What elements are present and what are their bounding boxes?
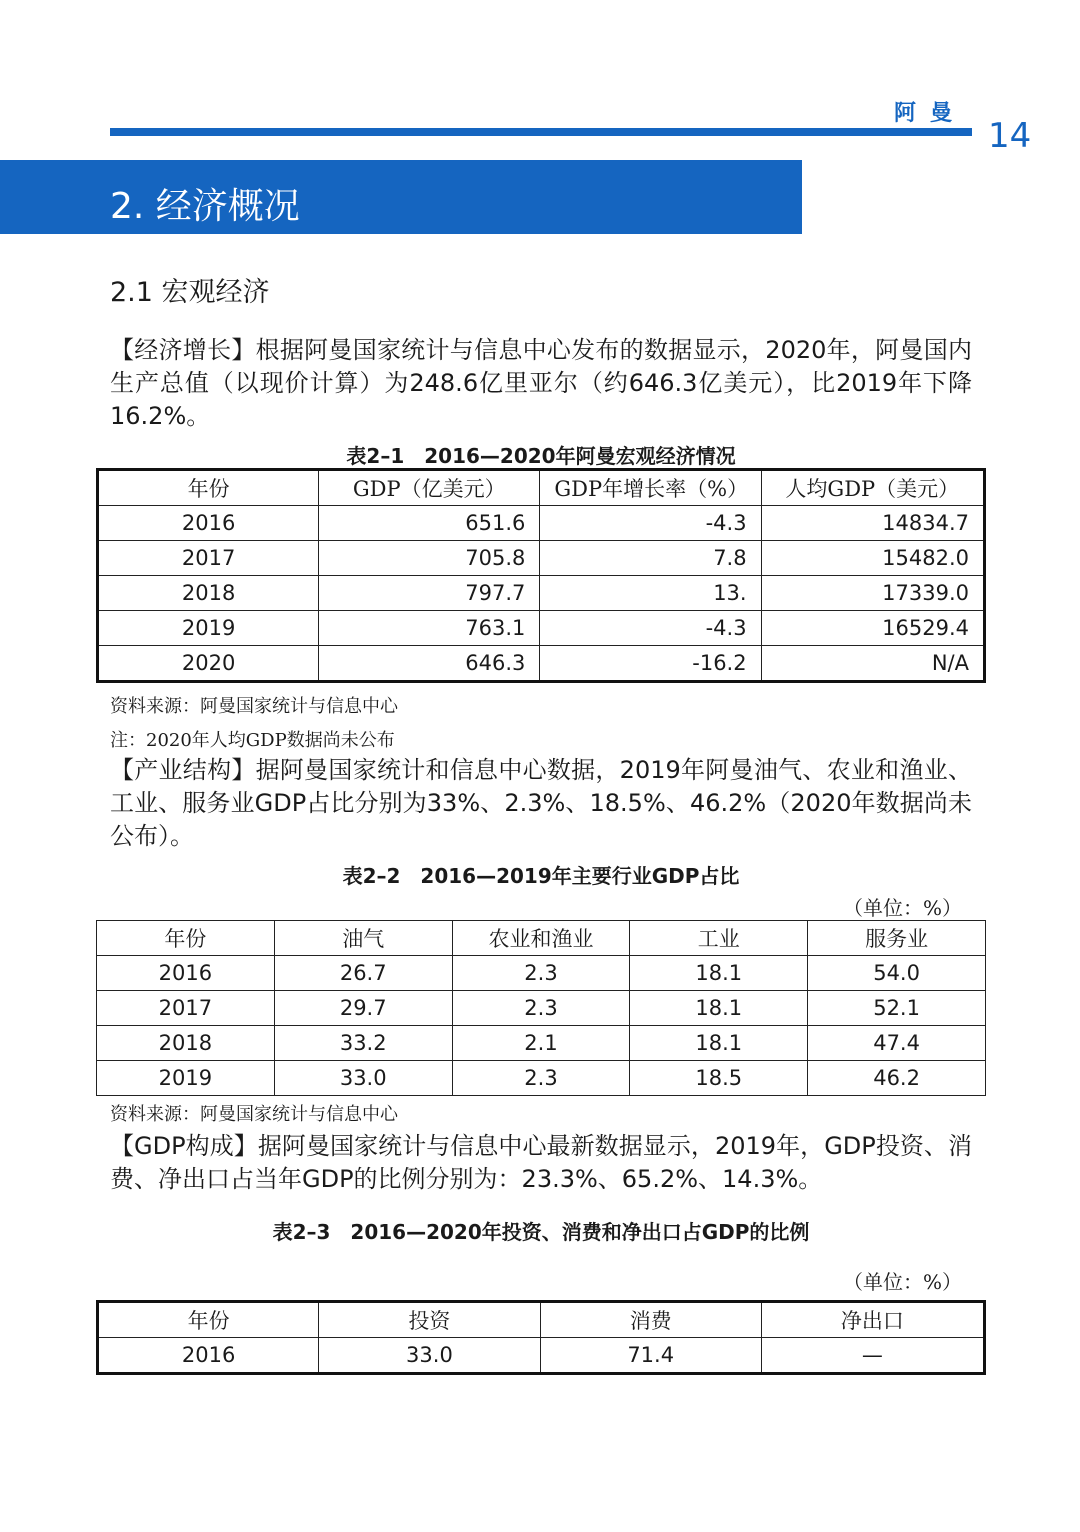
table-cell: 2.3	[452, 991, 630, 1026]
table-cell: 2.3	[452, 1061, 630, 1096]
table-cell: 2018	[97, 1026, 275, 1061]
table1-note: 注：2020年人均GDP数据尚未公布	[110, 730, 395, 751]
table2-source: 资料来源：阿曼国家统计与信息中心	[110, 1104, 398, 1125]
table1-header: 年份	[98, 470, 319, 506]
table-cell: 29.7	[274, 991, 452, 1026]
table-cell: 2018	[98, 576, 319, 611]
table2	[96, 920, 986, 1096]
table-cell: 2020	[98, 646, 319, 682]
table2-header: 农业和渔业	[452, 921, 630, 956]
section-title: 2.1 宏观经济	[110, 277, 270, 308]
table-cell: 2017	[98, 541, 319, 576]
table-row	[98, 611, 985, 646]
table-cell: -16.2	[540, 646, 761, 682]
table-cell: 14834.7	[761, 506, 984, 541]
table-row	[98, 1338, 985, 1374]
table-cell: 2019	[97, 1061, 275, 1096]
table-cell: -4.3	[540, 506, 761, 541]
table-cell: 17339.0	[761, 576, 984, 611]
table3-header: 投资	[319, 1302, 540, 1338]
table-cell: 33.0	[274, 1061, 452, 1096]
chapter-title: 2. 经济概况	[110, 186, 300, 227]
table-cell: 26.7	[274, 956, 452, 991]
table-cell: 18.1	[630, 1026, 808, 1061]
table-row	[97, 1061, 986, 1096]
paragraph-industry: 【产业结构】据阿曼国家统计和信息中心数据，2019年阿曼油气、农业和渔业、工业、服务业GDP占比分别为33%、2.3%、18.5%、46.2%（2020年数据尚未公布）。	[110, 756, 972, 850]
table-cell: 16529.4	[761, 611, 984, 646]
table-cell: 18.1	[630, 991, 808, 1026]
table-cell: 651.6	[319, 506, 540, 541]
table-row	[98, 576, 985, 611]
table-cell: -4.3	[540, 611, 761, 646]
table-cell: 33.0	[319, 1338, 540, 1374]
table-cell: 47.4	[808, 1026, 986, 1061]
table3-header: 年份	[98, 1302, 319, 1338]
table-cell: 15482.0	[761, 541, 984, 576]
page-number: 14	[988, 116, 1032, 156]
table-cell: 2017	[97, 991, 275, 1026]
table-cell: 646.3	[319, 646, 540, 682]
table2-header-row	[97, 921, 986, 956]
table-cell: —	[761, 1338, 984, 1374]
table-cell: 2016	[98, 506, 319, 541]
table2-header: 服务业	[808, 921, 986, 956]
table-cell: 2.1	[452, 1026, 630, 1061]
table3-caption: 表2–3 2016—2020年投资、消费和净出口占GDP的比例	[272, 1220, 810, 1244]
table2-header: 工业	[630, 921, 808, 956]
table1-header: 人均GDP（美元）	[761, 470, 984, 506]
table2-unit: （单位：%）	[842, 896, 962, 920]
table-cell: 2016	[98, 1338, 319, 1374]
table-cell: 18.5	[630, 1061, 808, 1096]
table-row	[97, 956, 986, 991]
table-cell: 18.1	[630, 956, 808, 991]
paragraph-growth: 【经济增长】根据阿曼国家统计与信息中心发布的数据显示，2020年，阿曼国内生产总值（以现价计算）为248.6亿里亚尔（约646.3亿美元），比2019年下降16.2%。	[110, 336, 972, 430]
table-row	[98, 506, 985, 541]
table2-header: 油气	[274, 921, 452, 956]
table-row	[98, 646, 985, 682]
table3-header: 净出口	[761, 1302, 984, 1338]
table1-header: GDP（亿美元）	[319, 470, 540, 506]
table-cell: 46.2	[808, 1061, 986, 1096]
table-cell: 2016	[97, 956, 275, 991]
table-cell: 13.	[540, 576, 761, 611]
table3-unit: （单位：%）	[842, 1270, 962, 1294]
table1-caption: 表2–1 2016—2020年阿曼宏观经济情况	[346, 444, 736, 468]
table1	[96, 468, 986, 683]
table-row	[97, 991, 986, 1026]
table2-header: 年份	[97, 921, 275, 956]
table-cell: 33.2	[274, 1026, 452, 1061]
table2-caption: 表2–2 2016—2019年主要行业GDP占比	[342, 864, 740, 888]
table3-header-row	[98, 1302, 985, 1338]
table-row	[97, 1026, 986, 1061]
table3-header: 消费	[540, 1302, 761, 1338]
table-cell: 797.7	[319, 576, 540, 611]
table-cell: 763.1	[319, 611, 540, 646]
header-country: 阿曼	[893, 101, 966, 126]
table1-header: GDP年增长率（%）	[540, 470, 761, 506]
header-rule	[110, 128, 972, 136]
table-cell: 2019	[98, 611, 319, 646]
paragraph-gdp-composition: 【GDP构成】据阿曼国家统计与信息中心最新数据显示，2019年，GDP投资、消费、净出口占当年GDP的比例分别为：23.3%、65.2%、14.3%。	[110, 1132, 972, 1193]
table1-source: 资料来源：阿曼国家统计与信息中心	[110, 696, 398, 717]
table-cell: 52.1	[808, 991, 986, 1026]
table3	[96, 1300, 986, 1375]
table-row	[98, 541, 985, 576]
table-cell: 2.3	[452, 956, 630, 991]
table-cell: 71.4	[540, 1338, 761, 1374]
table-cell: N/A	[761, 646, 984, 682]
table1-header-row	[98, 470, 985, 506]
table-cell: 54.0	[808, 956, 986, 991]
table-cell: 705.8	[319, 541, 540, 576]
table-cell: 7.8	[540, 541, 761, 576]
